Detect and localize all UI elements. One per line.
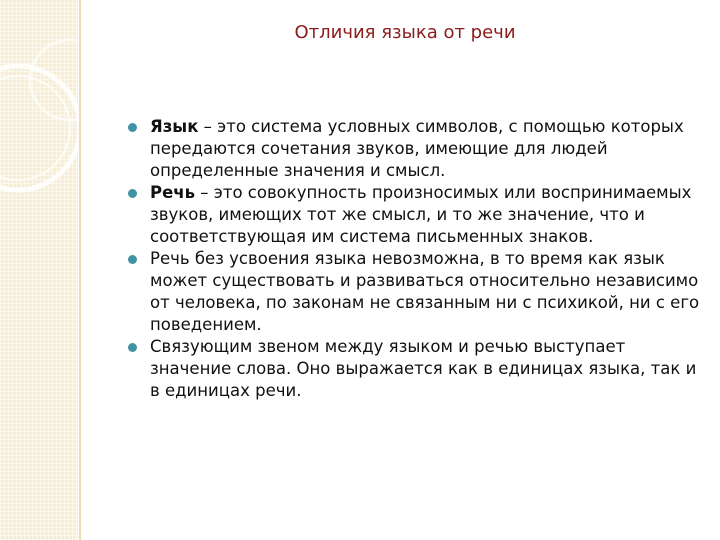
list-item: [128, 248, 708, 336]
bullet-icon: [128, 255, 137, 264]
bullet-icon: [128, 343, 137, 352]
content-list: [128, 116, 708, 402]
item-text: Речь без усвоения языка невозможна, в то время как язык может существовать и развиваться относительно независимо от человека, по законам не связанным ни с психикой, ни с его поведением.: [150, 249, 700, 334]
decorative-side-panel: [0, 0, 78, 540]
item-text: Связующим звеном между языком и речью выступает значение слова. Оно выражается как в единицах языка, так и в единицах речи.: [150, 337, 697, 400]
slide-title: Отличия языка от речи: [294, 22, 516, 43]
item-term: Речь: [150, 183, 196, 202]
side-divider: [79, 0, 81, 540]
list-item: [128, 182, 708, 248]
item-text: – это совокупность произносимых или воспринимаемых звуков, имеющих тот же смысл, и то же значение, что и соответствующая им система письменных знаков.: [150, 183, 692, 246]
bullet-icon: [128, 189, 137, 198]
item-term: Язык: [150, 117, 199, 136]
item-text: – это система условных символов, с помощью которых передаются сочетания звуков, имеющие для людей определенные значения и смысл.: [150, 117, 684, 180]
bullet-icon: [128, 123, 137, 132]
decorative-circles: [0, 0, 78, 540]
list-item: [128, 336, 708, 402]
list-item: [128, 116, 708, 182]
